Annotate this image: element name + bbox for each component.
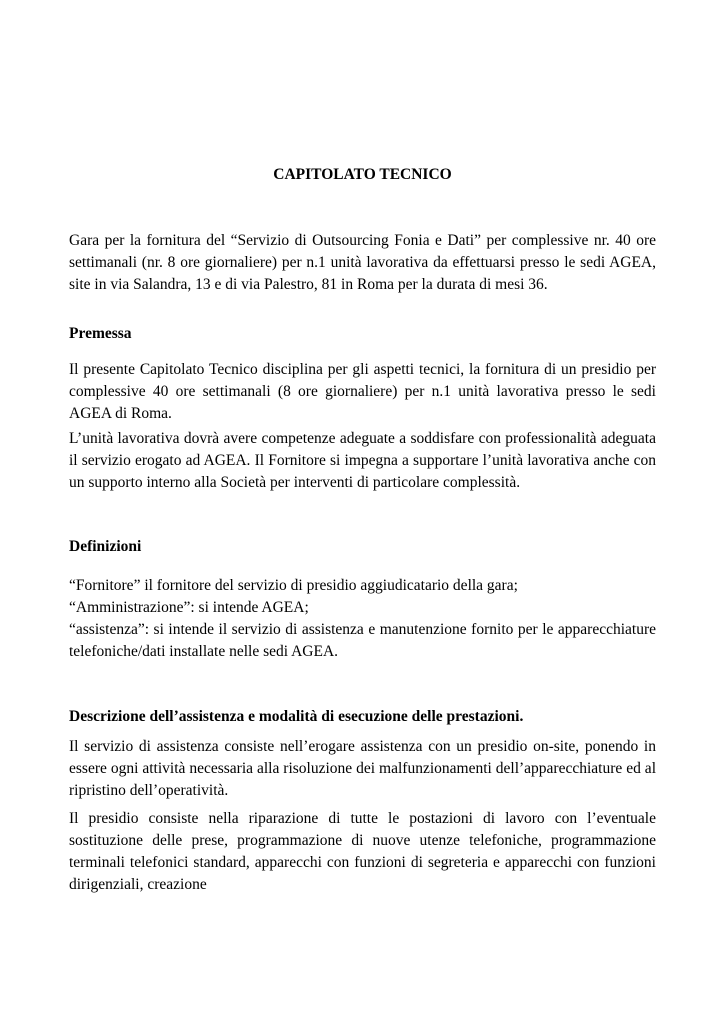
premessa-section [69,323,656,345]
intro-paragraph: Gara per la fornitura del “Servizio di Outsourcing Fonia e Dati” per complessive nr. 40 ore settimanali (nr. 8 ore giornaliere) per n.1 unità lavorativa da effettuarsi presso le sedi AGEA, site in via Salandra, 13 e di via Palestro, 81 in Roma per la durata di mesi 36. [69,232,656,293]
premessa-paragraph-2: L’unità lavorativa dovrà avere competenze adeguate a soddisfare con professionalità adeguata il servizio erogato ad AGEA. Il Fornitore si impegna a supportare l’unità lavorativa anche con un supporto interno alla Società per interventi di particolare complessità. [69,430,656,491]
document-title: CAPITOLATO TECNICO [273,166,452,183]
definizioni-heading: Definizioni [69,538,142,555]
definizioni-section [69,536,656,558]
descrizione-paragraph-2: Il presidio consiste nella riparazione di tutte le postazioni di lavoro con l’eventuale sostituzione delle prese, programmazione di nuove utenze telefoniche, programmazione terminali telefonici standard, apparecchi con funzioni di segreteria e apparecchi con funzioni dirigenziali, creazione [69,810,656,893]
descrizione-body-2 [69,808,656,896]
descrizione-heading: Descrizione dell’assistenza e modalità di esecuzione delle prestazioni. [69,708,524,725]
descrizione-body [69,736,656,802]
descrizione-paragraph-1: Il servizio di assistenza consiste nell’erogare assistenza con un presidio on-site, ponendo in essere ogni attività necessaria alla risoluzione dei malfunzionamenti dell’apparecchiature ed al ripristino dell’operatività. [69,738,656,799]
descrizione-section [69,706,656,728]
premessa-paragraph-1: Il presente Capitolato Tecnico disciplina per gli aspetti tecnici, la fornitura di un presidio per complessive 40 ore settimanali (8 ore giornaliere) per n.1 unità lavorativa presso le sedi AGEA di Roma. [69,361,656,422]
definizioni-list [69,575,656,663]
premessa-heading: Premessa [69,325,132,342]
definizioni-item-assistenza: “assistenza”: si intende il servizio di assistenza e manutenzione fornito per le apparecchiature telefoniche/dati installate nelle sedi AGEA. [69,621,656,660]
intro-section [69,230,656,296]
definizioni-item-amministrazione: “Amministrazione”: si intende AGEA; [69,599,309,616]
premessa-body-2 [69,428,656,494]
premessa-body [69,359,656,425]
definizioni-item-fornitore: “Fornitore” il fornitore del servizio di presidio aggiudicatario della gara; [69,577,518,594]
